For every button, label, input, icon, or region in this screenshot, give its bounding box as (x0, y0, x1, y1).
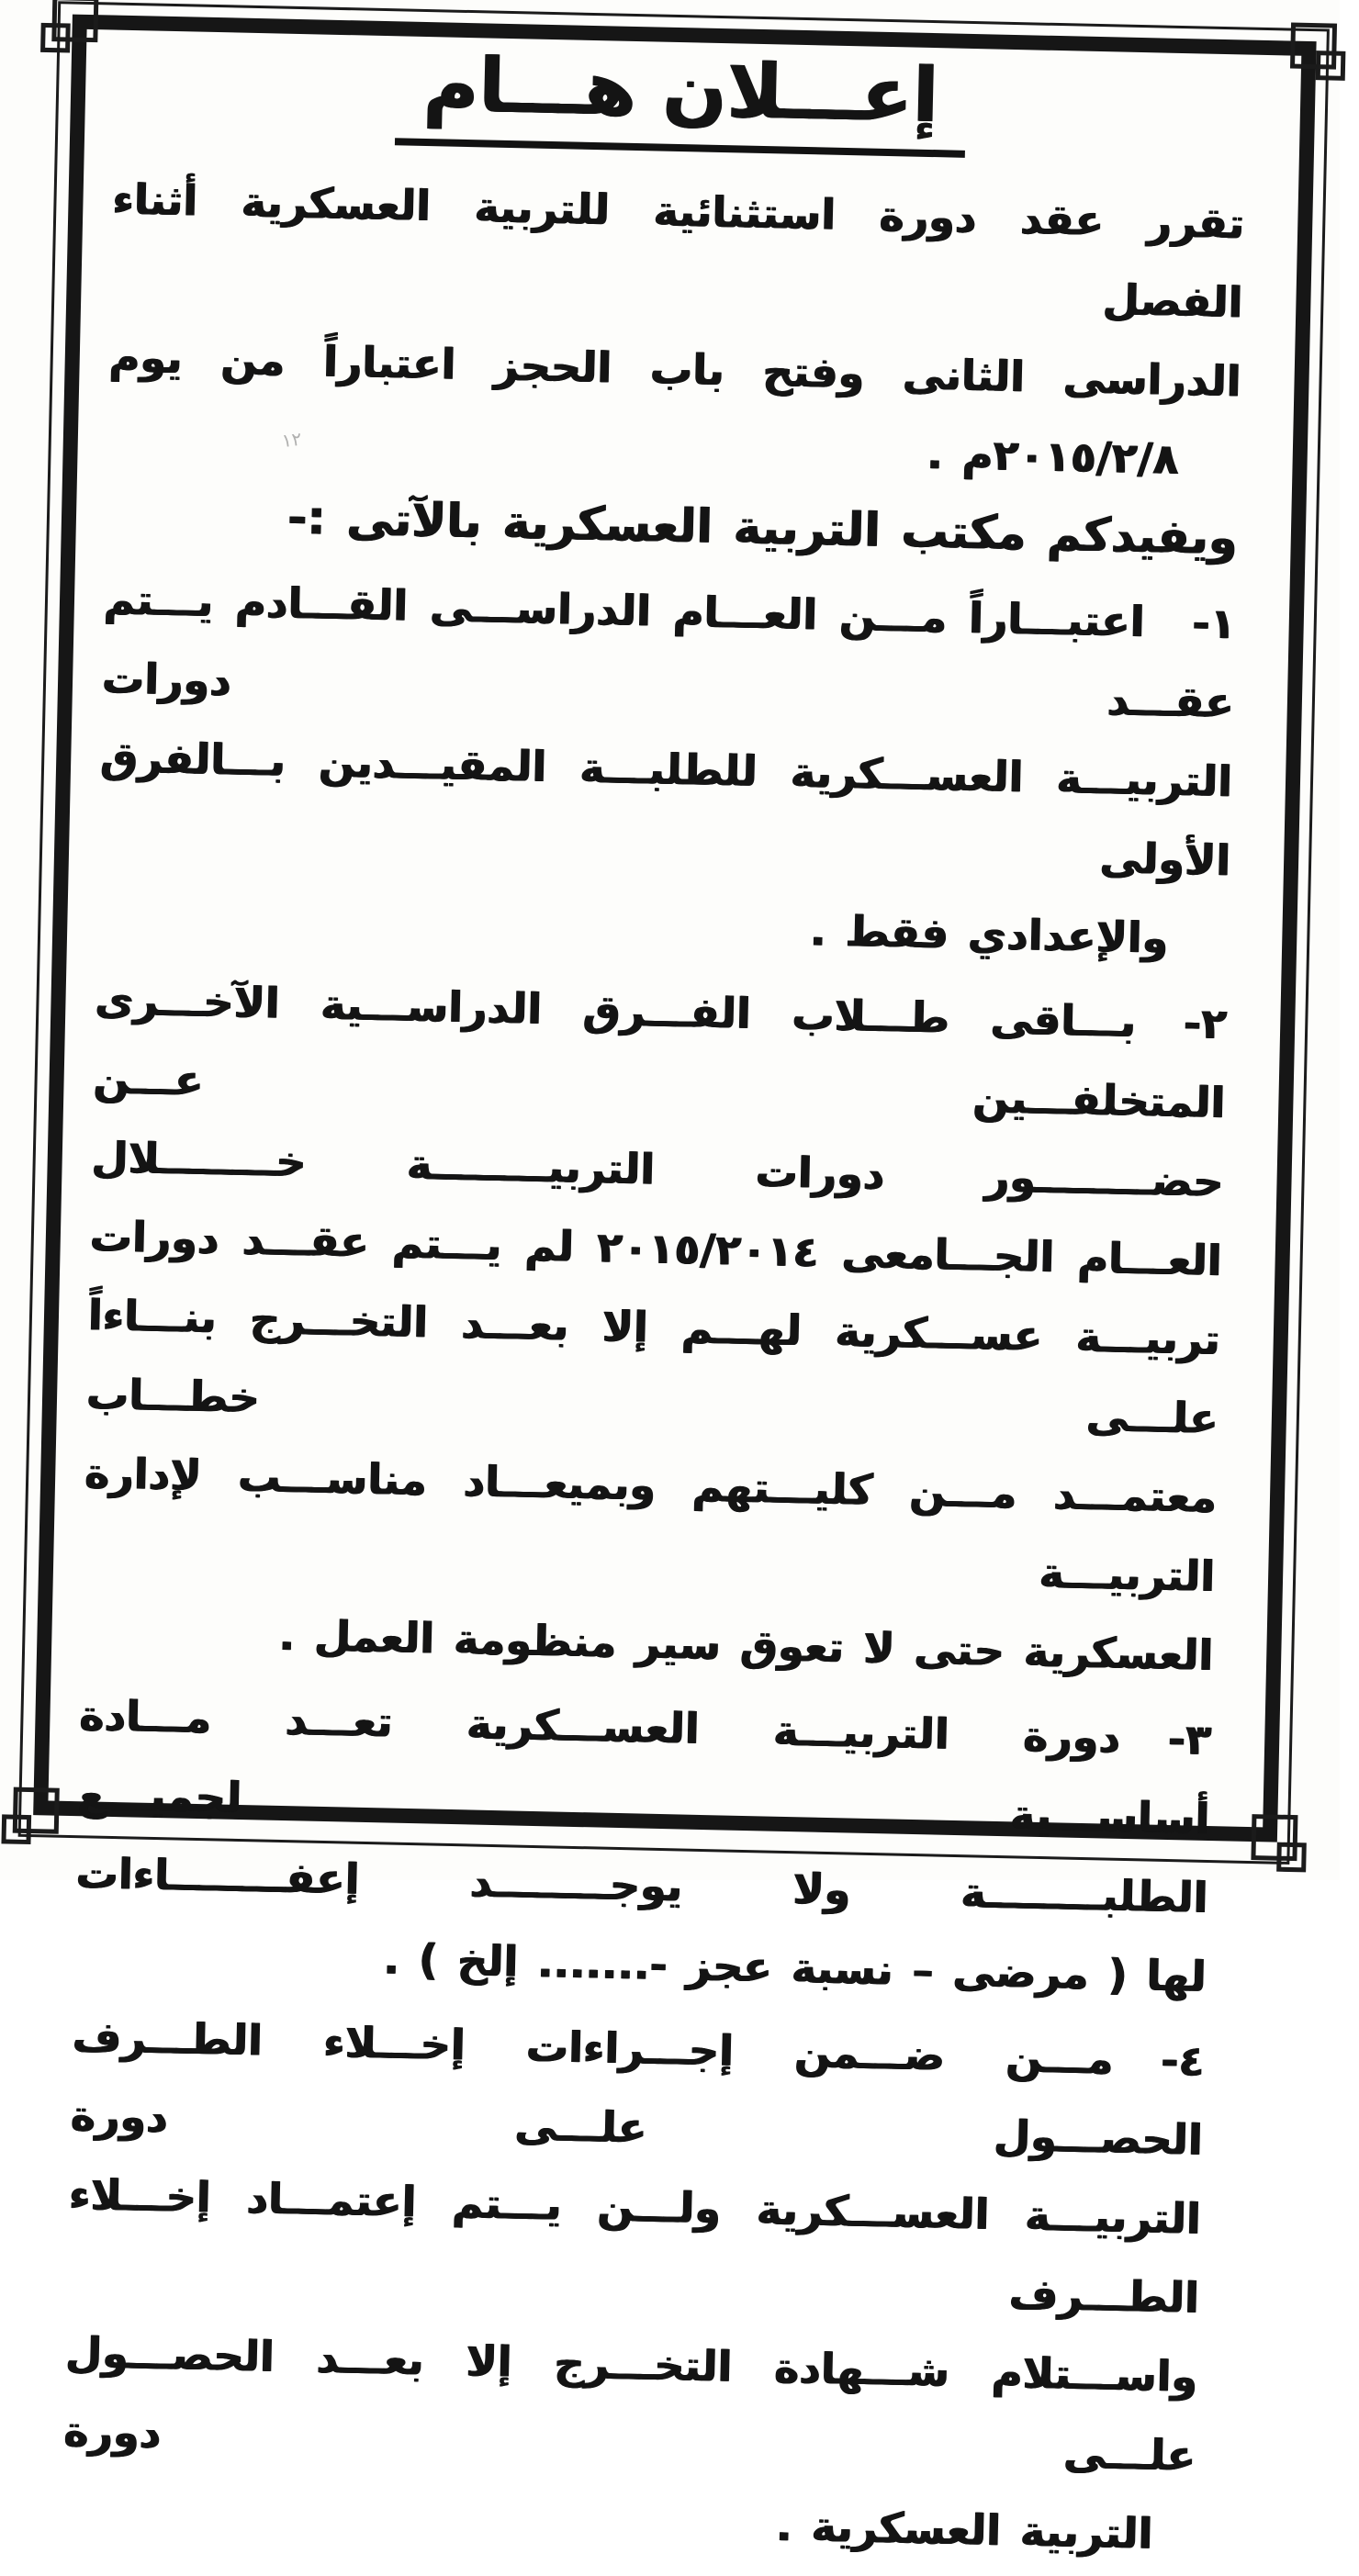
item-line: معتمـــد مـــن كليـــتهم وبميعـــاد مناســـب لإدارة التربيـــة (84, 1447, 1218, 1601)
corner-ornament-bottom-left-inner (1, 1814, 31, 1844)
scan-artifact-mark: ١٢ (280, 427, 303, 453)
item-text: مـــن ضـــمن إجـــراءات إخـــلاء الطـــرف الحصـــول علـــى دورة (70, 2010, 1204, 2165)
document-body (62, 27, 1248, 2559)
item-line: الطلبــــــــة ولا يوجــــــــد إعفــــــــاءات (75, 1847, 1209, 1922)
item-number: ١- (1192, 597, 1237, 648)
item-line: العسكرية حتى لا تعوق سير منظومة العمل . (278, 1609, 1214, 1680)
office-heading-line: ويفيدكم مكتب التربية العسكرية بالآتى :- (286, 490, 1239, 566)
item-line: والإعدادي فقط . (809, 904, 1169, 963)
item-line: حضــــــــور دورات التربيــــــــة خــــــــلال (91, 1131, 1225, 1206)
intro-line: تقرر عقد دورة استثنائية للتربية العسكرية أثناء الفصل (111, 174, 1245, 327)
list-item-1 (96, 559, 1237, 979)
intro-line: الدراسى الثانى وفتح باب الحجز اعتباراً من يوم (108, 331, 1242, 406)
item-line: التربيـــة العســـكرية للطلبـــة المقيـــدين بـــالفرق الأولى (99, 731, 1233, 885)
item-line: العـــام الجـــامعى ٢٠١٥/٢٠١٤ لم يـــتم عقـــد دورات (89, 1210, 1223, 1285)
item-first-line (77, 1675, 1212, 1858)
item-first-line (93, 959, 1228, 1142)
item-number: ٣- (1167, 1713, 1212, 1764)
corner-ornament-bottom-right-inner (1276, 1842, 1307, 1873)
item-text: بـــاقى طـــلاب الفـــرق الدراســـية الآخـــرى المتخلفـــين عـــن (93, 973, 1226, 1127)
item-number: ٤- (1160, 2034, 1206, 2086)
list-item-2 (81, 959, 1229, 1695)
item-first-line (101, 559, 1236, 742)
title-row (114, 32, 1248, 163)
corner-ornament-top-right-inner (1316, 50, 1346, 81)
item-line: التربية العسكرية . (775, 2500, 1153, 2559)
list-item-3 (73, 1675, 1212, 2016)
list-item-4 (62, 1997, 1206, 2574)
item-first-line (70, 1997, 1205, 2179)
item-text: اعتبـــاراً مـــن العـــام الدراســـى القـــادم يـــتم عقـــد دورات (101, 573, 1235, 727)
date-line: ٢٠١٥/٢/٨م . (926, 428, 1180, 484)
item-number: ٢- (1183, 997, 1228, 1048)
item-line: التربيـــة العســـكرية ولـــن يـــتم إعتمـــاد إخـــلاء الطـــرف (68, 2168, 1202, 2323)
item-line: تربيـــة عســـكرية لهـــم إلا بعـــد التخـــرج بنـــاءاً علـــى خطـــاب (85, 1289, 1221, 1443)
item-line: لها ( مرضى – نسبة عجز -....... إلخ ) . (383, 1932, 1207, 2001)
corner-ornament-top-left-inner (40, 23, 71, 53)
item-text: دورة التربيـــة العســـكرية تعـــد مـــادة أساســـية لجميـــع (77, 1689, 1210, 1843)
page-title: إعـــلان هـــام (395, 38, 967, 157)
item-line: واســـتلام شـــهادة التخـــرج إلا بعـــد الحصـــول علـــى دورة (62, 2326, 1198, 2481)
